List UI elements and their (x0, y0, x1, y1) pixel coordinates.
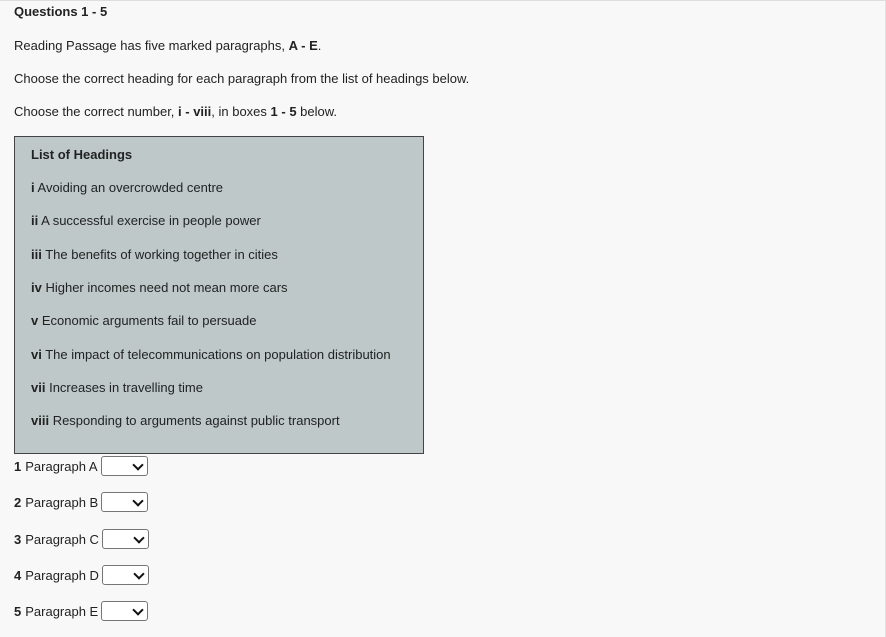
questions-title: Questions 1 - 5 (14, 4, 108, 19)
answer-select-2[interactable] (101, 492, 148, 512)
heading-text: Economic arguments fail to persuade (38, 313, 257, 328)
chevron-down-icon (132, 459, 143, 470)
heading-item (31, 247, 278, 262)
question-row (14, 456, 148, 476)
instruction-paragraphs (14, 38, 321, 53)
instruction-bold: i - viii (178, 104, 212, 119)
heading-text: Higher incomes need not mean more cars (41, 280, 288, 295)
heading-text: The benefits of working together in cities (41, 247, 278, 262)
heading-numeral: viii (31, 413, 50, 428)
instruction-text: , in boxes (211, 104, 271, 119)
instruction-text: below. (296, 104, 338, 119)
question-label: Paragraph C (25, 531, 99, 547)
instruction-text: . (317, 38, 322, 53)
answer-select-3[interactable] (102, 529, 149, 549)
heading-text: A successful exercise in people power (38, 213, 261, 228)
heading-numeral: v (31, 313, 39, 328)
heading-numeral: iv (31, 280, 42, 295)
question-label: Paragraph D (25, 567, 99, 583)
instruction-text: Choose the correct number, (14, 104, 179, 119)
heading-item (31, 347, 391, 362)
heading-item (31, 380, 203, 395)
heading-item (31, 213, 261, 228)
heading-item (31, 280, 288, 295)
heading-numeral: vii (31, 380, 46, 395)
heading-numeral: ii (31, 213, 39, 228)
heading-text: Responding to arguments against public transport (49, 413, 340, 428)
answer-select-5[interactable] (101, 601, 148, 621)
question-row (14, 529, 149, 549)
answer-select-4[interactable] (102, 565, 149, 585)
question-number: 1 (14, 458, 22, 474)
question-label: Paragraph E (25, 603, 99, 619)
instruction-bold: A - E (288, 38, 318, 53)
instruction-bold: 1 - 5 (270, 104, 297, 119)
question-number: 5 (14, 603, 22, 619)
heading-item (31, 413, 340, 428)
question-number: 2 (14, 494, 22, 510)
list-of-headings-box (14, 136, 424, 454)
instruction-choose-number (14, 104, 337, 119)
chevron-down-icon (133, 532, 144, 543)
list-of-headings-title: List of Headings (31, 147, 133, 162)
instruction-choose-heading: Choose the correct heading for each paragraph from the list of headings below. (14, 71, 470, 86)
instruction-text: Reading Passage has five marked paragraphs, (14, 38, 289, 53)
question-row (14, 565, 149, 585)
heading-item (31, 313, 256, 328)
question-row (14, 492, 148, 512)
heading-numeral: vi (31, 347, 42, 362)
question-number: 4 (14, 567, 22, 583)
heading-text: The impact of telecommunications on population distribution (41, 347, 391, 362)
heading-numeral: iii (31, 247, 42, 262)
heading-text: Increases in travelling time (45, 380, 203, 395)
question-number: 3 (14, 531, 22, 547)
question-label: Paragraph A (25, 458, 98, 474)
heading-item (31, 180, 223, 195)
heading-numeral: i (31, 180, 35, 195)
answer-select-1[interactable] (101, 456, 148, 476)
question-label: Paragraph B (25, 494, 99, 510)
heading-text: Avoiding an overcrowded centre (34, 180, 224, 195)
chevron-down-icon (133, 604, 144, 615)
chevron-down-icon (133, 568, 144, 579)
question-row (14, 601, 148, 621)
chevron-down-icon (133, 495, 144, 506)
